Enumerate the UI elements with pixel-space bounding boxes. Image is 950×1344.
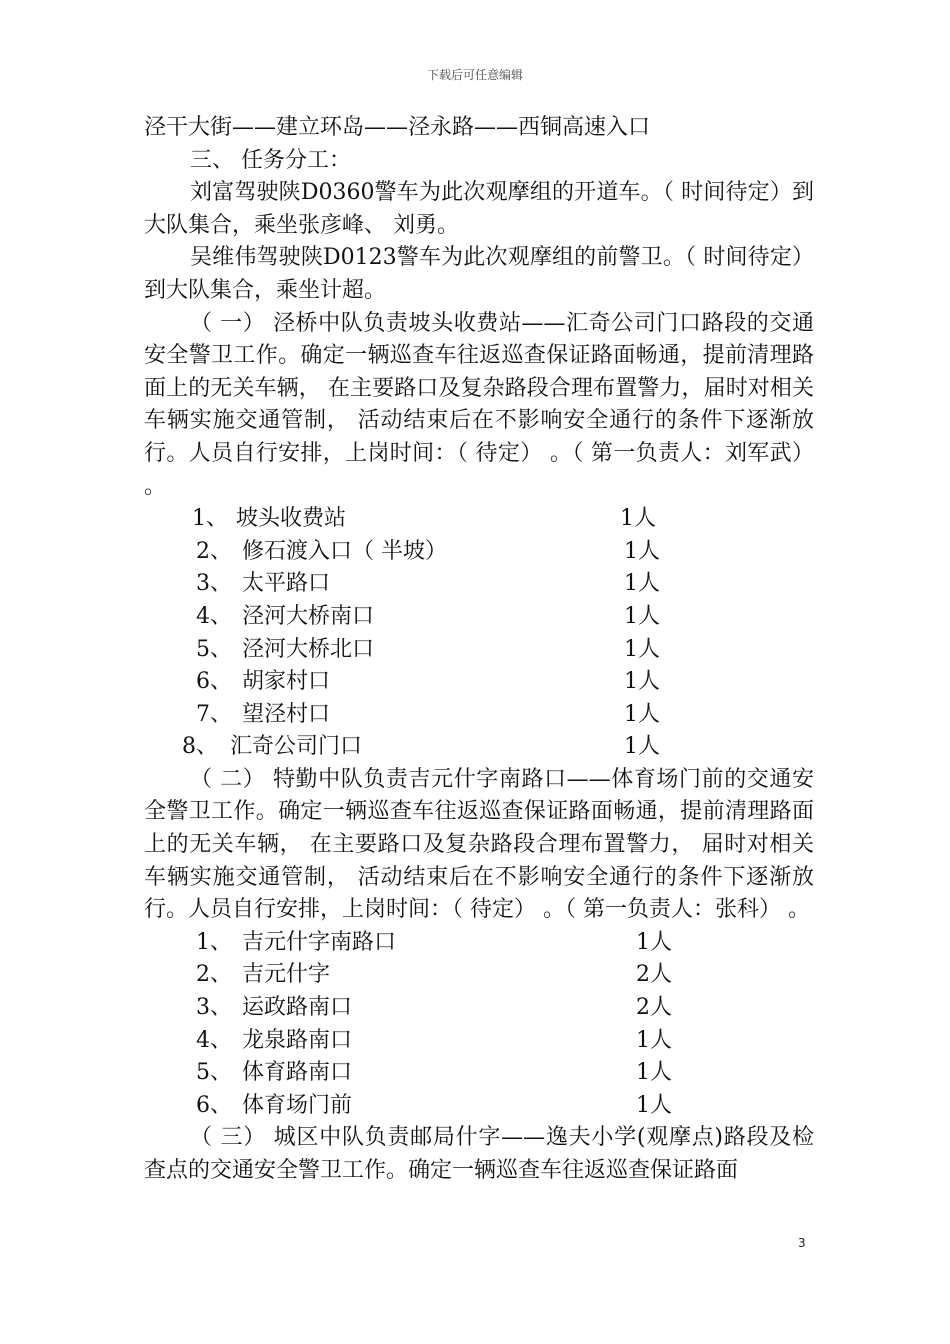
item-location: 胡家村口 bbox=[242, 669, 331, 695]
item-number: 6、 bbox=[196, 1092, 232, 1118]
item-location: 修石渡入口（ 半坡） bbox=[242, 538, 447, 564]
list-item bbox=[144, 699, 814, 732]
item-number: 4、 bbox=[196, 603, 232, 629]
paragraph-subsection-1: （ 一） 泾桥中队负责坡头收费站——汇奇公司门口路段的交通安全警卫工作。确定一辆巡查车往返巡查保证路面畅通，提前清理路面上的无关车辆， 在主要路口及复杂路段合理布置警力，届时对相关车辆实施交通管制， 活动结束后在不影响安全通行的条件下逐渐放行。人员自行安排，上岗时间：（ 待定） 。（ 第一负责人：刘军武） 。 bbox=[144, 310, 814, 499]
item-number: 1、 bbox=[192, 506, 228, 532]
item-number: 5、 bbox=[196, 1060, 232, 1086]
list-item bbox=[144, 731, 814, 764]
list-item bbox=[144, 927, 814, 960]
section-title: 三、 任务分工： bbox=[190, 147, 351, 173]
list-item bbox=[144, 1025, 814, 1058]
list-item bbox=[144, 634, 814, 667]
item-location: 龙泉路南口 bbox=[242, 1027, 353, 1053]
item-count: 1人 bbox=[624, 603, 660, 629]
item-number: 4、 bbox=[196, 1027, 232, 1053]
item-location: 太平路口 bbox=[242, 571, 331, 597]
item-number: 8、 bbox=[182, 734, 218, 760]
item-location: 体育路南口 bbox=[242, 1060, 353, 1086]
list-item bbox=[144, 503, 814, 536]
list-item bbox=[144, 1090, 814, 1123]
route-line: 泾干大街——建立环岛——泾永路——西铜高速入口 bbox=[144, 115, 651, 140]
item-number: 7、 bbox=[196, 701, 232, 727]
item-count: 1人 bbox=[636, 1060, 672, 1086]
item-count: 1人 bbox=[620, 506, 656, 532]
item-location: 坡头收费站 bbox=[236, 506, 347, 532]
item-count: 1人 bbox=[624, 669, 660, 695]
paragraph-lead-car: 刘富驾驶陕D0360警车为此次观摩组的开道车。（ 时间待定）到大队集合，乘坐张彦峰、 刘勇。 bbox=[144, 180, 814, 238]
item-location: 望泾村口 bbox=[242, 701, 331, 727]
item-location: 运政路南口 bbox=[242, 995, 353, 1021]
page-header: 下载后可任意编辑 bbox=[426, 68, 523, 82]
item-location: 汇奇公司门口 bbox=[230, 734, 363, 760]
item-count: 2人 bbox=[636, 995, 672, 1021]
item-number: 6、 bbox=[196, 669, 232, 695]
item-location: 吉元什字 bbox=[242, 962, 331, 988]
item-number: 3、 bbox=[196, 571, 232, 597]
list-item bbox=[144, 1057, 814, 1090]
item-count: 2人 bbox=[636, 962, 672, 988]
item-location: 泾河大桥北口 bbox=[242, 636, 375, 662]
paragraph-front-guard: 吴维伟驾驶陕D0123警车为此次观摩组的前警卫。（ 时间待定）到大队集合，乘坐计超。 bbox=[144, 245, 814, 303]
list-item bbox=[144, 992, 814, 1025]
item-location: 泾河大桥南口 bbox=[242, 603, 375, 629]
item-location: 吉元什字南路口 bbox=[242, 929, 397, 955]
item-count: 1人 bbox=[636, 929, 672, 955]
item-count: 1人 bbox=[624, 571, 660, 597]
paragraph-subsection-3: （ 三） 城区中队负责邮局什字——逸夫小学(观摩点)路段及检查点的交通安全警卫工作。确定一辆巡查车往返巡查保证路面 bbox=[144, 1125, 814, 1183]
item-number: 2、 bbox=[196, 538, 232, 564]
list-item bbox=[144, 536, 814, 569]
item-count: 1人 bbox=[624, 636, 660, 662]
item-number: 2、 bbox=[196, 962, 232, 988]
item-count: 1人 bbox=[636, 1092, 672, 1118]
item-number: 3、 bbox=[196, 995, 232, 1021]
list-item bbox=[144, 601, 814, 634]
page-number: 3 bbox=[798, 1236, 806, 1250]
post-list-2 bbox=[144, 927, 814, 1123]
paragraph-subsection-2: （ 二） 特勤中队负责吉元什字南路口——体育场门前的交通安全警卫工作。确定一辆巡查车往返巡查保证路面畅通，提前清理路面上的无关车辆， 在主要路口及复杂路段合理布置警力， 届时对相关车辆实施交通管制， 活动结束后在不影响安全通行的条件下逐渐放行。人员自行安排，上岗时间：（ 待定） 。（ 第一负责人：张科） 。 bbox=[144, 766, 814, 923]
list-item bbox=[144, 959, 814, 992]
list-item bbox=[144, 666, 814, 699]
item-count: 1人 bbox=[636, 1027, 672, 1053]
post-list-1 bbox=[144, 503, 814, 764]
item-number: 5、 bbox=[196, 636, 232, 662]
item-number: 1、 bbox=[196, 929, 232, 955]
item-count: 1人 bbox=[624, 701, 660, 727]
list-item bbox=[144, 568, 814, 601]
item-count: 1人 bbox=[624, 538, 660, 564]
document-body bbox=[144, 112, 814, 1188]
item-count: 1人 bbox=[624, 734, 660, 760]
item-location: 体育场门前 bbox=[242, 1092, 353, 1118]
